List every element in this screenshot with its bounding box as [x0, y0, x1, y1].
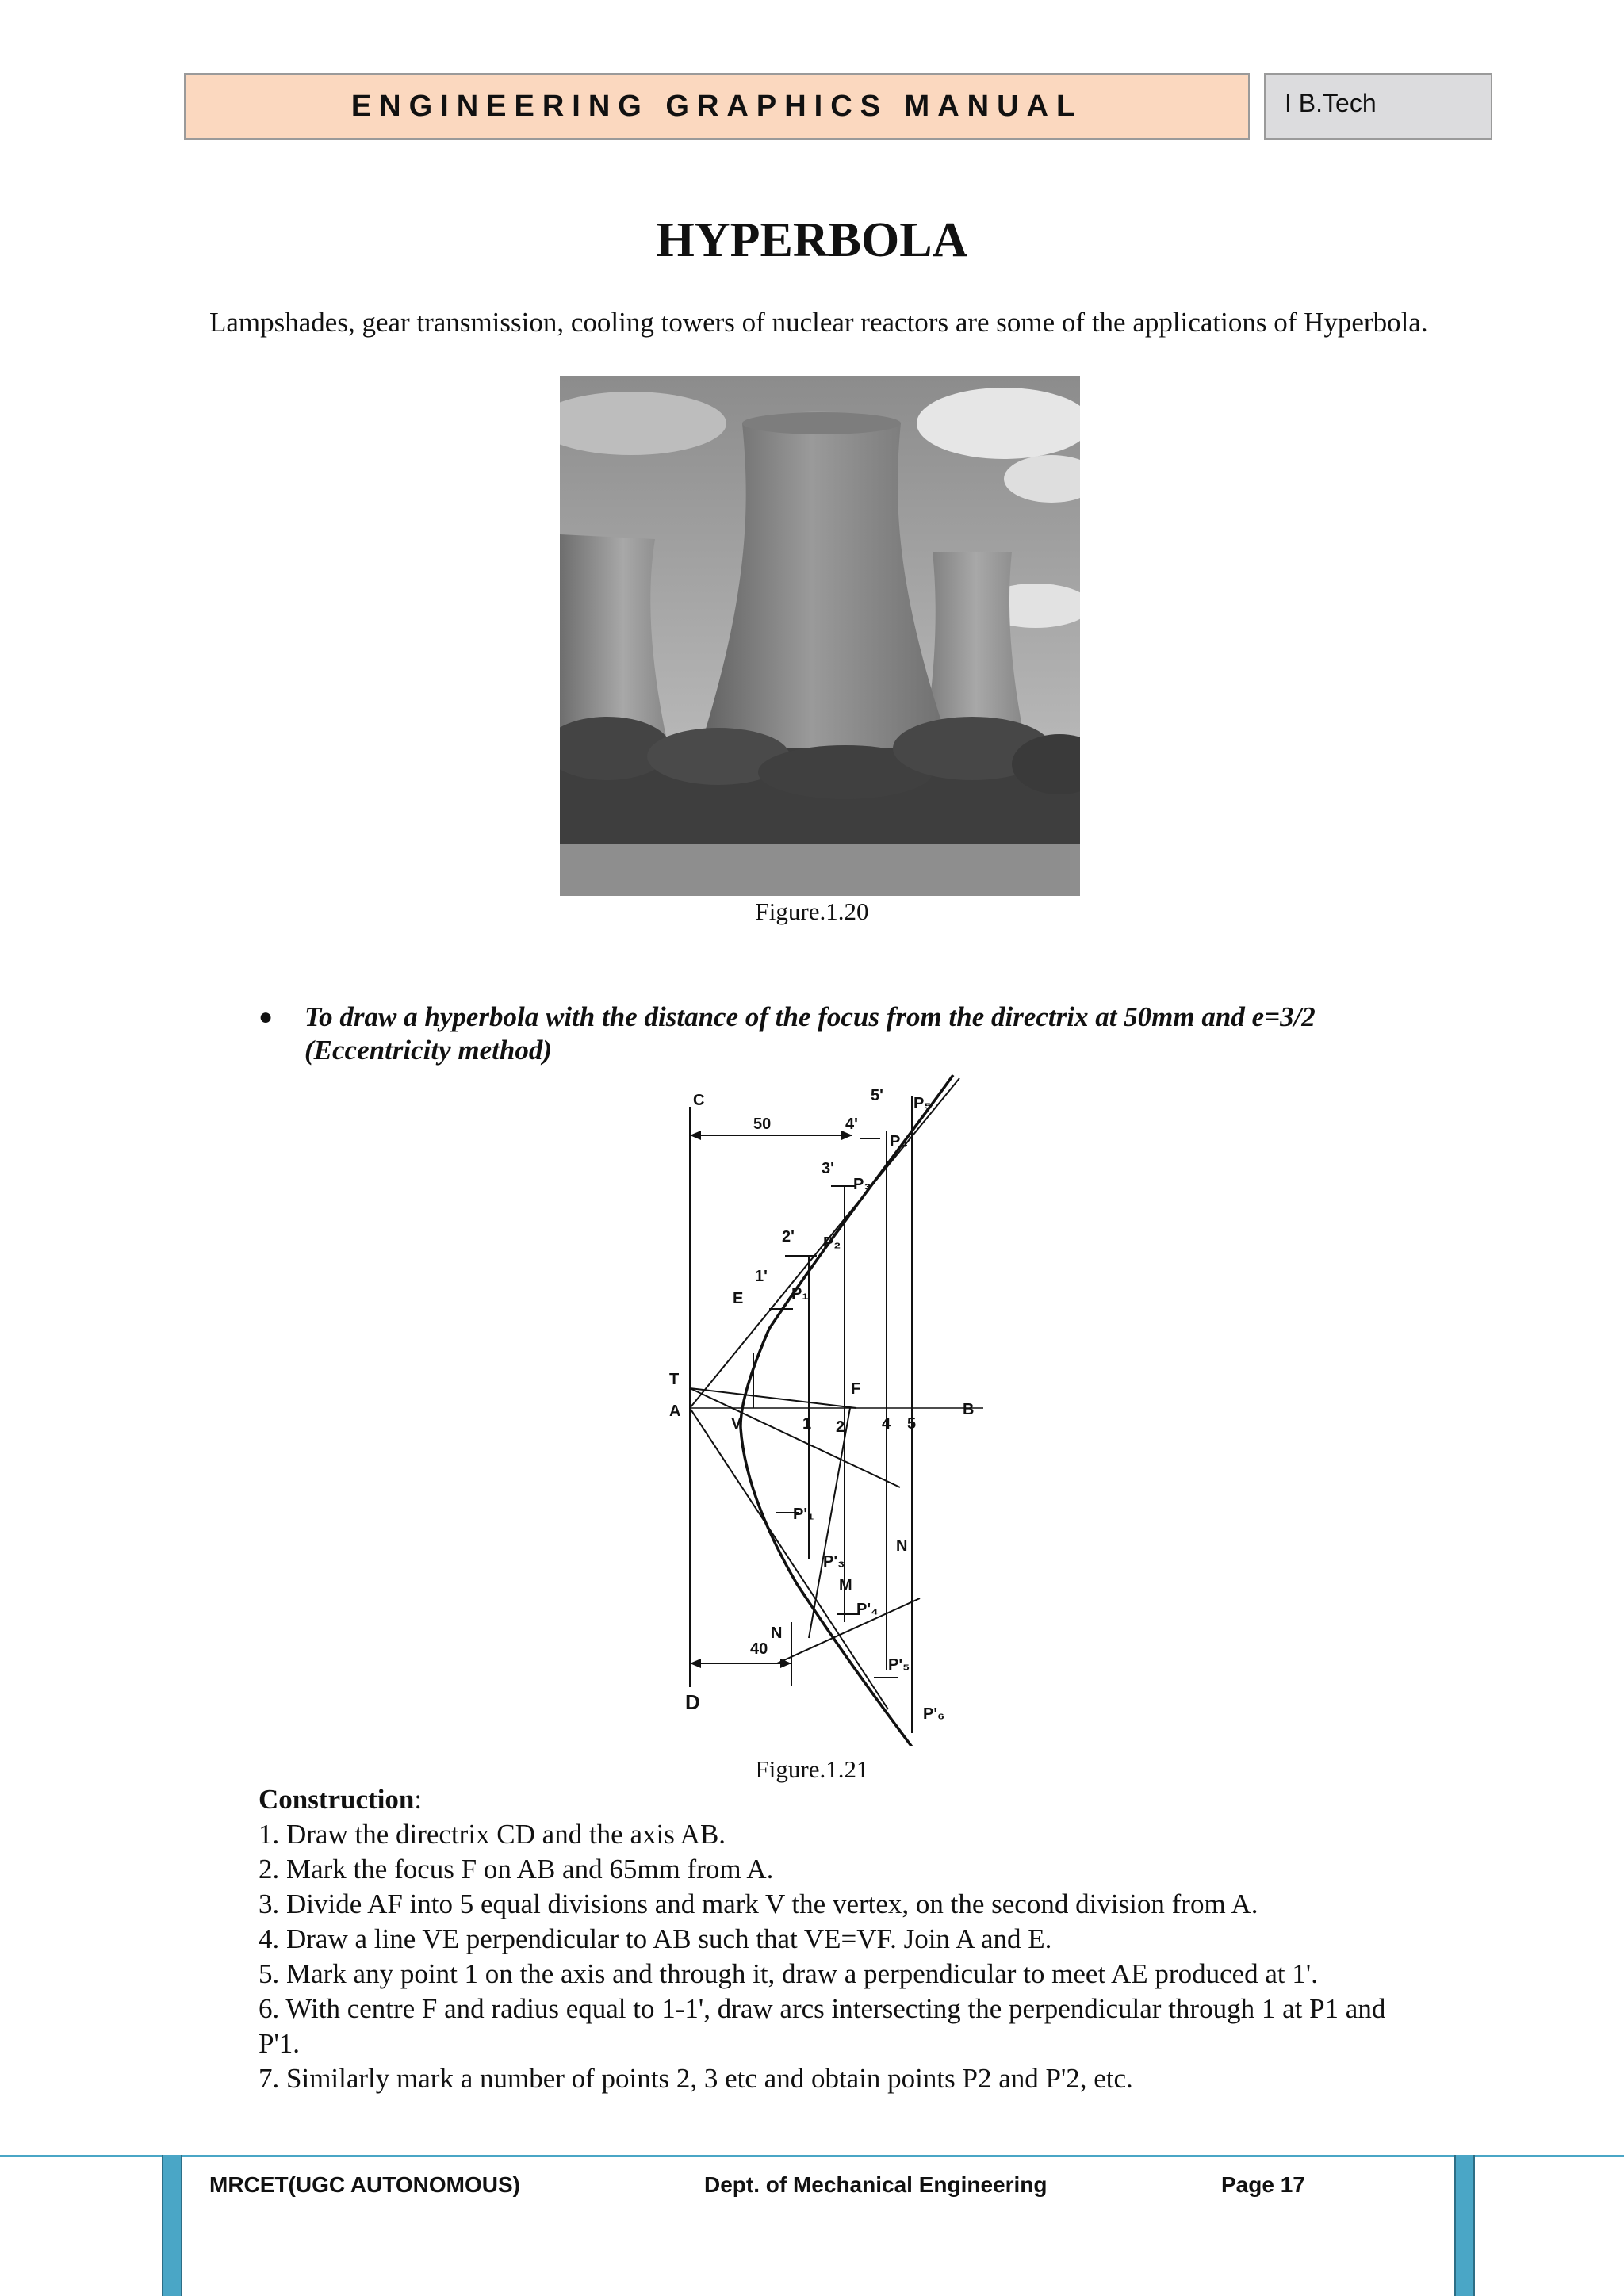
label-3p: 3': [822, 1160, 834, 1177]
footer-department: Dept. of Mechanical Engineering: [704, 2172, 1048, 2197]
figure-1-21-caption: Figure.1.21: [755, 1755, 869, 1783]
label-N1: N: [771, 1624, 783, 1642]
label-Q4: P'₄: [856, 1601, 879, 1618]
label-5p: 5': [871, 1087, 883, 1104]
label-Q5: P'₅: [888, 1656, 910, 1674]
footer-left-bar: [162, 2155, 182, 2296]
label-T: T: [669, 1371, 680, 1388]
construction-heading-line: [259, 1782, 1432, 1817]
footer-rule: [0, 2155, 1624, 2157]
task-text: To draw a hyperbola with the distance of the focus from the directrix at 50mm and e=3/2 (Eccentricity method): [304, 1001, 1316, 1066]
construction-step: 7. Similarly mark a number of points 2, 3 etc and obtain points P2 and P'2, etc.: [259, 2063, 1133, 2094]
intro-paragraph: Lampshades, gear transmission, cooling towers of nuclear reactors are some of the applications of Hyperbola.: [209, 307, 1428, 338]
div-2: 2: [836, 1418, 845, 1436]
label-Q3: P'₃: [823, 1553, 845, 1571]
label-4p: 4': [845, 1115, 858, 1133]
cooling-towers-photo: [560, 376, 1080, 896]
page-title: HYPERBOLA: [656, 213, 968, 267]
construction-step: 4. Draw a line VE perpendicular to AB such that VE=VF. Join A and E.: [259, 1923, 1052, 1954]
div-1: 1: [802, 1415, 812, 1433]
dim-50: 50: [753, 1115, 772, 1133]
footer-page-number: Page 17: [1221, 2172, 1305, 2197]
label-N2: N: [896, 1537, 908, 1555]
construction-step: 3. Divide AF into 5 equal divisions and mark V the vertex, on the second division from A.: [259, 1888, 1258, 1919]
footer-right-bar: [1454, 2155, 1475, 2296]
footer-institution: MRCET(UGC AUTONOMOUS): [209, 2172, 520, 2197]
dim-40: 40: [750, 1640, 768, 1658]
construction-step: 5. Mark any point 1 on the axis and through it, draw a perpendicular to meet AE produced at 1'.: [259, 1958, 1318, 1989]
label-D: D: [685, 1690, 700, 1714]
construction-colon: :: [414, 1784, 423, 1815]
label-A: A: [669, 1402, 681, 1420]
construction-step: 1. Draw the directrix CD and the axis AB.: [259, 1819, 726, 1850]
label-Q6: P'₆: [923, 1705, 945, 1723]
construction-step: 6. With centre F and radius equal to 1-1', draw arcs intersecting the perpendicular through 1 at P1 and P'1.: [259, 1993, 1386, 2059]
task-statement: [249, 1001, 1431, 1067]
construction-heading: Construction: [259, 1784, 415, 1815]
label-E: E: [733, 1290, 744, 1307]
label-C: C: [693, 1092, 705, 1109]
construction-section: [259, 1782, 1432, 2096]
hyperbola-construction-diagram: [658, 1067, 991, 1746]
figure-1-20-caption: Figure.1.20: [755, 897, 869, 925]
label-P1: P₁: [791, 1285, 809, 1303]
label-F: F: [851, 1380, 861, 1398]
div-5: 5: [907, 1415, 917, 1433]
label-M: M: [839, 1577, 852, 1594]
label-P3: P₃: [853, 1176, 871, 1193]
construction-step: 2. Mark the focus F on AB and 65mm from A.: [259, 1854, 774, 1885]
div-4: 4: [882, 1415, 891, 1433]
label-Q1: P'₁: [793, 1506, 814, 1523]
label-P2: P₂: [823, 1234, 841, 1252]
label-B: B: [963, 1401, 975, 1418]
label-P4: P₄: [890, 1133, 908, 1150]
header-title: ENGINEERING GRAPHICS MANUAL: [184, 73, 1250, 140]
label-P5: P₅: [914, 1095, 932, 1112]
bullet-icon: ●: [259, 1004, 274, 1030]
label-1p: 1': [755, 1268, 768, 1285]
label-2p: 2': [782, 1228, 795, 1246]
label-V: V: [731, 1415, 742, 1433]
header-course: I B.Tech: [1264, 73, 1492, 140]
